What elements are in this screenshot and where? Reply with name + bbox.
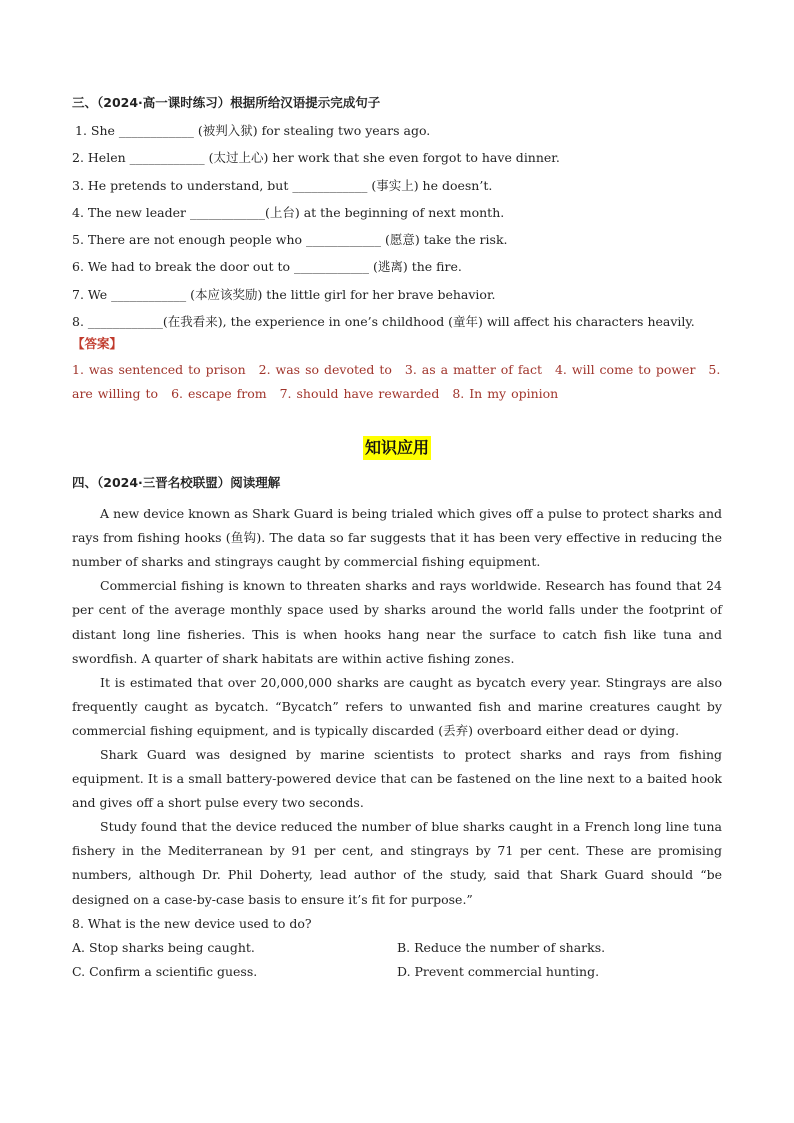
question-8: 8. What is the new device used to do? xyxy=(72,915,312,931)
answer-3: 3. as a matter of fact xyxy=(404,362,542,378)
option-b[interactable]: B. Reduce the number of sharks. xyxy=(397,939,606,955)
passage-paragraph-2: Commercial fishing is known to threaten sharks and rays worldwide. Research has found that 24 per cent of the average monthly space used by sharks around the world falls under the footprint of distant long line fisheries. This is when hooks hang near the surface to catch fish like tuna and swordfish. A quarter of shark habitats are within active fishing zones. xyxy=(72,578,722,666)
answer-6: 6. escape from xyxy=(171,386,267,402)
sentence-1: 1. She ____________ (被判入狱) for stealing two years ago. xyxy=(75,123,431,138)
sentence-7: 7. We ____________ (本应该奖励) the little girl for her brave behavior. xyxy=(72,286,496,302)
sentence-6: 6. We had to break the door out to ____________ (逃离) the fire. xyxy=(72,259,462,275)
answer-label: 【答案】 xyxy=(72,336,123,352)
passage-paragraph-5: Study found that the device reduced the number of blue sharks caught in a French long line tuna fishery in the Mediterranean by 91 per cent, and stingrays by 71 per cent. These are promising numbers, although Dr. Phil Doherty, lead author of the study, said that Shark Guard should “be designed on a case-by-case basis to ensure it’s fit for purpose.” xyxy=(72,819,722,907)
sentence-5: 5. There are not enough people who ____________ (愿意) take the risk. xyxy=(72,232,508,248)
answer-8: 8. In my opinion xyxy=(452,386,559,402)
passage-paragraph-4: Shark Guard was designed by marine scientists to protect sharks and rays from fishing equipment. It is a small battery-powered device that can be fastened on the line next to a baited hook and gives off a short pulse every two seconds. xyxy=(72,747,722,811)
knowledge-application-title: 知识应用 xyxy=(363,436,431,460)
section-3-heading: 三、（2024·高一课时练习）根据所给汉语提示完成句子 xyxy=(72,95,381,110)
passage-paragraph-3: It is estimated that over 20,000,000 sharks are caught as bycatch every year. Stingrays are also frequently caught as bycatch. “Bycatch” refers to unwanted fish and marine creatures caught by commercial fishing equipment, and is typically discarded (丢弃) overboard either dead or dying. xyxy=(72,674,722,738)
answer-options xyxy=(72,936,722,984)
answer-2: 2. was so devoted to xyxy=(258,362,392,378)
knowledge-title-row xyxy=(72,436,722,460)
reading-passage xyxy=(72,502,722,912)
answer-list xyxy=(72,358,722,406)
answer-4: 4. will come to power xyxy=(554,362,696,378)
option-a[interactable]: A. Stop sharks being caught. xyxy=(72,939,255,955)
option-c[interactable]: C. Confirm a scientific guess. xyxy=(72,963,258,979)
answer-5: 5. are willing to xyxy=(72,362,721,402)
sentence-4: 4. The new leader ____________(上台) at the beginning of next month. xyxy=(72,204,505,220)
answer-1: 1. was sentenced to prison xyxy=(72,362,246,378)
answer-7: 7. should have rewarded xyxy=(279,386,440,402)
sentence-list xyxy=(72,122,722,335)
option-d[interactable]: D. Prevent commercial hunting. xyxy=(397,963,600,979)
sentence-2: 2. Helen ____________ (太过上心) her work that she even forgot to have dinner. xyxy=(72,150,560,166)
section-4-heading: 四、（2024·三晋名校联盟）阅读理解 xyxy=(72,475,281,491)
sentence-3: 3. He pretends to understand, but ____________ (事实上) he doesn’t. xyxy=(72,177,493,193)
sentence-8: 8. ____________(在我看来), the experience in one’s childhood (童年) will affect his characters heavily. xyxy=(72,314,695,330)
passage-paragraph-1: A new device known as Shark Guard is being trialed which gives off a pulse to protect sharks and rays from fishing hooks (鱼钩). The data so far suggests that it has been very effective in reducing the number of sharks and stingrays caught by commercial fishing equipment. xyxy=(72,506,722,570)
worksheet-page xyxy=(72,94,722,984)
